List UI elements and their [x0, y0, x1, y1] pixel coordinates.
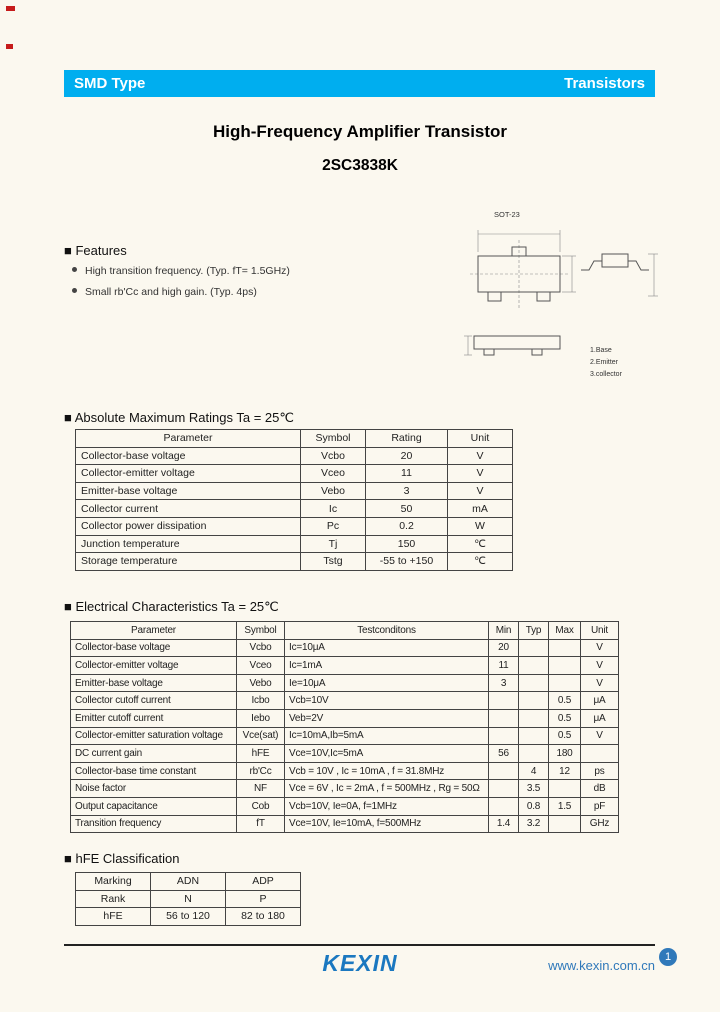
table-cell: 4: [519, 762, 549, 780]
table-cell: GHz: [581, 815, 619, 833]
table-cell: [489, 727, 519, 745]
table-cell: Vcbo: [237, 639, 285, 657]
table-cell: Ic=10mA,Ib=5mA: [285, 727, 489, 745]
table-header-row: [76, 430, 513, 448]
table-cell: mA: [448, 500, 513, 518]
table-row: [76, 517, 513, 535]
table-cell: [549, 815, 581, 833]
column-header: Min: [489, 622, 519, 640]
abs-max-heading: ■ Absolute Maximum Ratings Ta = 25℃: [64, 410, 294, 425]
pin-label-1: 1.Base: [590, 347, 612, 354]
table-cell: Vcb=10V, Ie=0A, f=1MHz: [285, 797, 489, 815]
table-cell: Vceo: [237, 657, 285, 675]
table-cell: [519, 674, 549, 692]
table-cell: -55 to +150: [366, 553, 448, 571]
table-cell: 180: [549, 745, 581, 763]
table-cell: W: [448, 517, 513, 535]
column-header: Unit: [448, 430, 513, 448]
table-row: [71, 674, 619, 692]
table-cell: Vce = 6V , Ic = 2mA , f = 500MHz , Rg = 50Ω: [285, 780, 489, 798]
table-cell: V: [581, 674, 619, 692]
website-link[interactable]: www.kexin.com.cn: [548, 958, 655, 973]
package-side-view: [581, 254, 649, 270]
table-cell: [489, 797, 519, 815]
table-cell: Collector current: [76, 500, 301, 518]
table-cell: 82 to 180: [226, 908, 301, 926]
table-cell: Emitter-base voltage: [71, 674, 237, 692]
table-cell: Collector-emitter voltage: [76, 465, 301, 483]
table-cell: 1.5: [549, 797, 581, 815]
table-cell: Noise factor: [71, 780, 237, 798]
table-cell: Vcb=10V: [285, 692, 489, 710]
column-header: Max: [549, 622, 581, 640]
table-cell: μA: [581, 692, 619, 710]
table-cell: V: [581, 657, 619, 675]
table-row: [71, 657, 619, 675]
table-cell: dB: [581, 780, 619, 798]
elec-char-heading: ■ Electrical Characteristics Ta = 25℃: [64, 599, 279, 614]
table-cell: Cob: [237, 797, 285, 815]
column-header: Parameter: [76, 430, 301, 448]
column-header: Symbol: [301, 430, 366, 448]
table-cell: [489, 692, 519, 710]
table-cell: Vcbo: [301, 447, 366, 465]
table-row: [76, 553, 513, 571]
table-cell: hFE: [76, 908, 151, 926]
header-bar: [64, 70, 655, 97]
table-cell: P: [226, 890, 301, 908]
table-cell: Vce=10V,Ic=5mA: [285, 745, 489, 763]
table-cell: Collector-base voltage: [76, 447, 301, 465]
table-row: [71, 639, 619, 657]
features-heading: ■ Features: [64, 243, 127, 258]
package-drawing: [462, 204, 662, 394]
table-cell: Collector cutoff current: [71, 692, 237, 710]
kexin-logo: KEXIN: [322, 950, 398, 976]
table-cell: μA: [581, 709, 619, 727]
elec-char-table: [70, 621, 619, 833]
table-cell: Rank: [76, 890, 151, 908]
table-cell: DC current gain: [71, 745, 237, 763]
table-cell: NF: [237, 780, 285, 798]
table-row: [76, 482, 513, 500]
column-header: Parameter: [71, 622, 237, 640]
scan-mark: [6, 44, 13, 49]
table-cell: Ic=1mA: [285, 657, 489, 675]
table-cell: V: [448, 465, 513, 483]
column-header: Testconditons: [285, 622, 489, 640]
table-cell: [489, 780, 519, 798]
table-row: [76, 908, 301, 926]
table-cell: 0.5: [549, 727, 581, 745]
table-row: [71, 745, 619, 763]
table-row: [76, 465, 513, 483]
table-cell: 3.2: [519, 815, 549, 833]
abs-max-table: [75, 429, 513, 571]
table-cell: V: [448, 447, 513, 465]
table-cell: 0.2: [366, 517, 448, 535]
table-cell: Collector-emitter saturation voltage: [71, 727, 237, 745]
table-cell: [519, 727, 549, 745]
table-cell: 50: [366, 500, 448, 518]
table-cell: Vce=10V, Ie=10mA, f=500MHz: [285, 815, 489, 833]
table-cell: 3: [366, 482, 448, 500]
table-cell: 150: [366, 535, 448, 553]
table-cell: Icbo: [237, 692, 285, 710]
table-cell: V: [581, 727, 619, 745]
table-row: [71, 762, 619, 780]
table-cell: ADP: [226, 873, 301, 891]
table-row: [71, 709, 619, 727]
table-cell: Tj: [301, 535, 366, 553]
page-number-badge: 1: [659, 948, 677, 966]
hfe-class-heading: ■ hFE Classification: [64, 851, 180, 866]
table-row: [71, 692, 619, 710]
pin-label-2: 2.Emitter: [590, 359, 619, 366]
table-cell: V: [581, 639, 619, 657]
table-cell: Tstg: [301, 553, 366, 571]
table-cell: Vebo: [237, 674, 285, 692]
dimension-lines: [464, 336, 472, 355]
table-cell: [519, 657, 549, 675]
table-cell: V: [448, 482, 513, 500]
table-cell: 20: [489, 639, 519, 657]
table-cell: [519, 692, 549, 710]
table-cell: 0.5: [549, 709, 581, 727]
table-cell: Ic=10μA: [285, 639, 489, 657]
table-cell: ps: [581, 762, 619, 780]
table-cell: Storage temperature: [76, 553, 301, 571]
table-cell: hFE: [237, 745, 285, 763]
footer-divider: [64, 944, 655, 946]
table-row: [76, 890, 301, 908]
table-cell: Ie=10μA: [285, 674, 489, 692]
table-cell: Veb=2V: [285, 709, 489, 727]
pin-label-3: 3.collector: [590, 371, 622, 378]
table-cell: [489, 762, 519, 780]
table-cell: Emitter-base voltage: [76, 482, 301, 500]
bullet-icon: [72, 288, 77, 293]
table-row: [76, 447, 513, 465]
table-cell: [519, 639, 549, 657]
column-header: Typ: [519, 622, 549, 640]
table-cell: Emitter cutoff current: [71, 709, 237, 727]
table-cell: pF: [581, 797, 619, 815]
table-cell: N: [151, 890, 226, 908]
table-cell: Vceo: [301, 465, 366, 483]
header-right-label: Transistors: [564, 75, 645, 92]
column-header: Rating: [366, 430, 448, 448]
feature-item: [72, 286, 257, 298]
table-cell: Vcb = 10V , Ic = 10mA , f = 31.8MHz: [285, 762, 489, 780]
table-cell: Marking: [76, 873, 151, 891]
table-cell: Pc: [301, 517, 366, 535]
table-cell: Collector power dissipation: [76, 517, 301, 535]
table-cell: 3.5: [519, 780, 549, 798]
table-cell: Ic: [301, 500, 366, 518]
dimension-lines: [648, 254, 658, 296]
scan-mark: [6, 6, 15, 11]
table-cell: 20: [366, 447, 448, 465]
table-cell: [519, 709, 549, 727]
feature-text: Small rb'Cc and high gain. (Typ. 4ps): [85, 286, 257, 298]
table-cell: [519, 745, 549, 763]
hfe-class-table: [75, 872, 301, 926]
feature-item: [72, 265, 290, 277]
bullet-icon: [72, 267, 77, 272]
table-cell: 3: [489, 674, 519, 692]
table-cell: [549, 674, 581, 692]
table-cell: Transition frequency: [71, 815, 237, 833]
table-cell: ℃: [448, 535, 513, 553]
table-cell: Iebo: [237, 709, 285, 727]
table-cell: 12: [549, 762, 581, 780]
table-cell: ADN: [151, 873, 226, 891]
table-cell: [549, 639, 581, 657]
table-cell: [549, 657, 581, 675]
package-front-view: [474, 336, 560, 355]
table-cell: Collector-base time constant: [71, 762, 237, 780]
table-cell: Output capacitance: [71, 797, 237, 815]
table-cell: 0.8: [519, 797, 549, 815]
table-row: [71, 815, 619, 833]
table-row: [71, 780, 619, 798]
table-cell: Vce(sat): [237, 727, 285, 745]
feature-text: High transition frequency. (Typ. fT= 1.5GHz): [85, 265, 290, 277]
table-row: [71, 797, 619, 815]
table-cell: 11: [366, 465, 448, 483]
table-cell: 11: [489, 657, 519, 675]
table-header-row: [71, 622, 619, 640]
table-row: [76, 873, 301, 891]
header-left-label: SMD Type: [74, 75, 146, 92]
package-name-label: SOT-23: [494, 210, 520, 219]
table-cell: Collector-emitter voltage: [71, 657, 237, 675]
table-row: [71, 727, 619, 745]
table-row: [76, 500, 513, 518]
table-cell: ℃: [448, 553, 513, 571]
table-cell: 1.4: [489, 815, 519, 833]
table-row: [76, 535, 513, 553]
table-cell: Vebo: [301, 482, 366, 500]
table-cell: 56 to 120: [151, 908, 226, 926]
column-header: Unit: [581, 622, 619, 640]
part-number: 2SC3838K: [322, 157, 398, 174]
table-cell: fT: [237, 815, 285, 833]
table-cell: [489, 709, 519, 727]
table-cell: 0.5: [549, 692, 581, 710]
page-title: High-Frequency Amplifier Transistor: [212, 122, 508, 141]
table-cell: Collector-base voltage: [71, 639, 237, 657]
table-cell: 56: [489, 745, 519, 763]
column-header: Symbol: [237, 622, 285, 640]
table-cell: rb'Cc: [237, 762, 285, 780]
table-cell: [549, 780, 581, 798]
table-cell: Junction temperature: [76, 535, 301, 553]
table-cell: [581, 745, 619, 763]
